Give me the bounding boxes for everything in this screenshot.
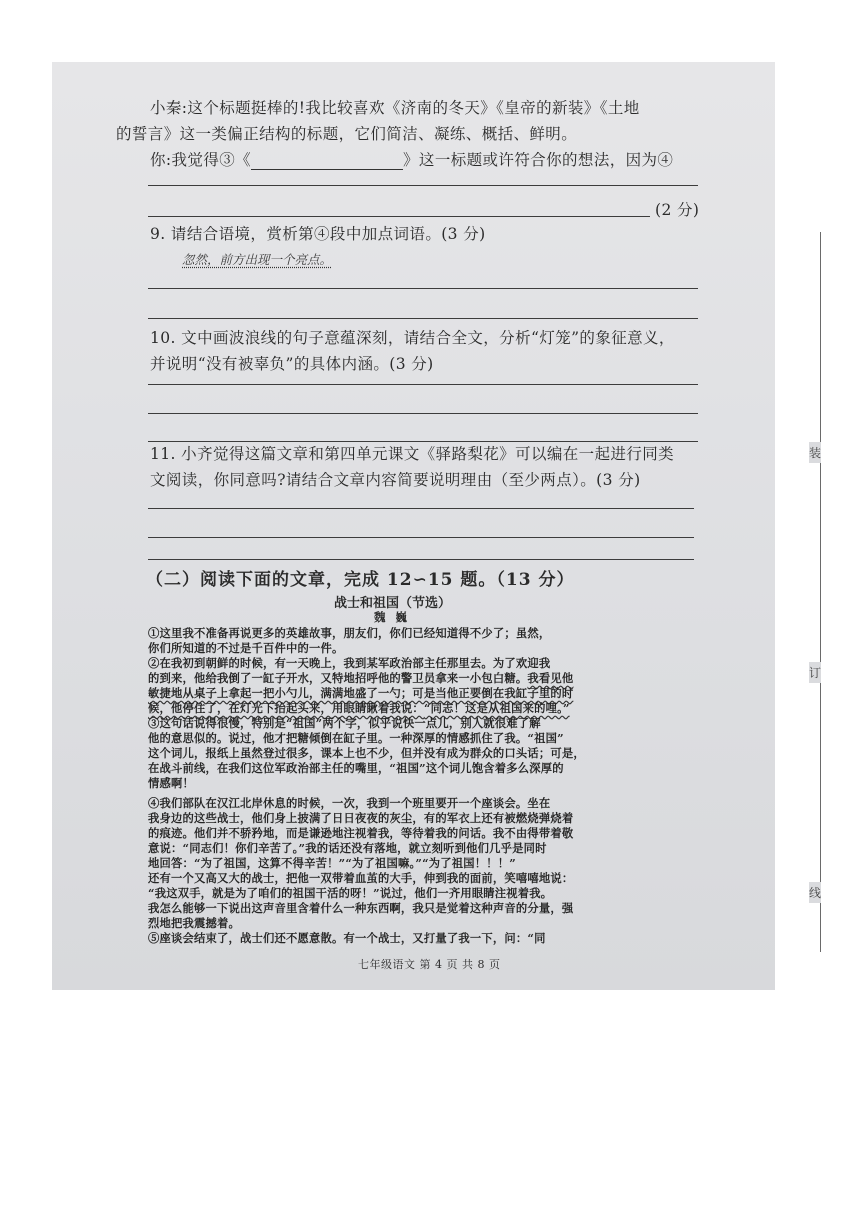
answer-line[interactable] xyxy=(148,559,694,560)
answer-line[interactable] xyxy=(148,288,698,289)
passage-line xyxy=(148,700,570,716)
wavy-underlined-text: “同志！这是从祖国来的哩。” xyxy=(423,701,570,715)
margin-mark-zhuang: 装 xyxy=(809,442,821,463)
passage-line: 意说：“同志们！你们辛苦了。”我的话还没有落地，就立刻听到他们几乎是同时 xyxy=(148,841,547,855)
answer-line[interactable] xyxy=(148,216,650,217)
passage-line: 你们所知道的不过是千百件中的一件。 xyxy=(148,641,344,655)
q8-text-line-1: 小秦:这个标题挺棒的!我比较喜欢《济南的冬天》《皇帝的新装》《土地 xyxy=(150,99,640,117)
answer-line[interactable] xyxy=(148,384,698,385)
answer-line[interactable] xyxy=(148,185,698,186)
passage-line: 这个词儿，报纸上虽然登过很多，课本上也不少，但并没有成为群众的口头话；可是， xyxy=(148,746,585,760)
q8-title-blank[interactable] xyxy=(251,155,403,170)
passage-line: ④我们部队在汉江北岸休息的时候，一次，我到一个班里要开一个座谈会。坐在 xyxy=(148,796,551,810)
passage-line xyxy=(148,670,573,686)
passage-line: 他的意思似的。说过，他才把糖倾倒在缸子里。一种深厚的情感抓住了我。“祖国” xyxy=(148,731,564,745)
passage-line: 我身边的这些战士，他们身上披满了日日夜夜的灰尘，有的军衣上还有被燃烧弹烧着 xyxy=(148,811,574,825)
q11-line-2: 文阅读，你同意吗?请结合文章内容简要说明理由（至少两点）。(3 分) xyxy=(150,471,641,489)
wavy-underlined-text: 候，他停住了，在灯光下抬起头来，用眼睛瞅着我说： xyxy=(148,701,424,715)
q8-you-prefix: 你:我觉得③《 xyxy=(150,151,252,169)
passage-line: 我怎么能够一下说出这声音里含着什么一种东西啊，我只是觉着这种声音的分量，强 xyxy=(148,901,574,915)
q9-question: 9. 请结合语境，赏析第④段中加点词语。(3 分) xyxy=(150,225,486,243)
passage-author: 魏 巍 xyxy=(374,610,411,624)
answer-line[interactable] xyxy=(148,318,698,319)
passage-line: ⑤座谈会结束了，战士们还不愿意散。有一个战士，又打量了我一下，问：“同 xyxy=(148,931,546,945)
q11-line-1: 11. 小齐觉得这篇文章和第四单元课文《驿路梨花》可以编在一起进行同类 xyxy=(150,445,675,463)
passage-line: 烈地把我震撼着。 xyxy=(148,916,240,930)
margin-mark-ding: 订 xyxy=(809,662,821,683)
answer-line[interactable] xyxy=(148,413,698,414)
passage-line: 还有一个又高又大的战士，把他一双带着血茧的大手，伸到我的面前，笑嘻嘻地说： xyxy=(148,871,574,885)
q10-line-2: 并说明“没有被辜负”的具体内涵。(3 分) xyxy=(150,355,434,373)
q9-quote: 忽然，前方出现一个亮点。 xyxy=(182,252,333,267)
passage-line: ②在我初到朝鲜的时候，有一天晚上，我到某军政治部主任那里去。为了欢迎我 xyxy=(148,656,551,670)
q10-line-1: 10. 文中画波浪线的句子意蕴深刻，请结合全文，分析“灯笼”的象征意义， xyxy=(150,329,675,347)
answer-line[interactable] xyxy=(148,508,694,509)
passage-line: 地回答：“为了祖国，这算不得辛苦！”“为了祖国嘛。”“为了祖国！！！” xyxy=(148,856,516,870)
answer-line[interactable] xyxy=(148,537,694,538)
q8-score: (2 分) xyxy=(655,201,700,219)
wavy-underlined-line: 敏捷地从桌子上拿起一把小勺儿，满满地盛了一勺；可是当他正要倒在我缸子里的时 xyxy=(148,686,574,700)
passage-text: 的到来，他给我倒了一缸子开水，又特地招呼他的警卫员拿来一小包白糖。 xyxy=(148,671,528,685)
passage-line: 情感啊！ xyxy=(148,776,194,790)
binding-margin-line xyxy=(820,232,821,952)
margin-mark-xian: 线 xyxy=(809,882,821,903)
passage-line: ①这里我不准备再说更多的英雄故事，朋友们，你们已经知道得不少了；虽然， xyxy=(148,626,551,640)
q8-answer-prompt xyxy=(150,148,673,170)
section-heading: （二）阅读下面的文章，完成 12∽15 题。（13 分） xyxy=(146,570,575,590)
passage-line: 的痕迹。他们并不骄矜地，而是谦逊地注视着我，等待着我的问话。我不由得带着敬 xyxy=(148,826,574,840)
q8-text-line-2: 的誓言》这一类偏正结构的标题，它们简洁、凝练、概括、鲜明。 xyxy=(116,125,578,143)
q8-you-suffix: 》这一标题或许符合你的想法，因为④ xyxy=(403,151,674,169)
passage-line: 在战斗前线，在我们这位军政治部主任的嘴里，“祖国”这个词儿饱含着多么深厚的 xyxy=(148,761,564,775)
page-footer: 七年级语文 第 4 页 共 8 页 xyxy=(358,958,501,971)
passage-title: 战士和祖国（节选） xyxy=(334,596,452,611)
passage-line: “我这双手，就是为了咱们的祖国干活的呀！”说过，他们一齐用眼睛注视着我。 xyxy=(148,886,553,900)
exam-page xyxy=(52,62,822,990)
passage-line: ③这句话说得很慢，特别是“祖国”两个字，似乎说快一点儿，别人就很难了解 xyxy=(148,716,541,730)
wavy-underlined-text: 我看见他 xyxy=(527,671,574,685)
